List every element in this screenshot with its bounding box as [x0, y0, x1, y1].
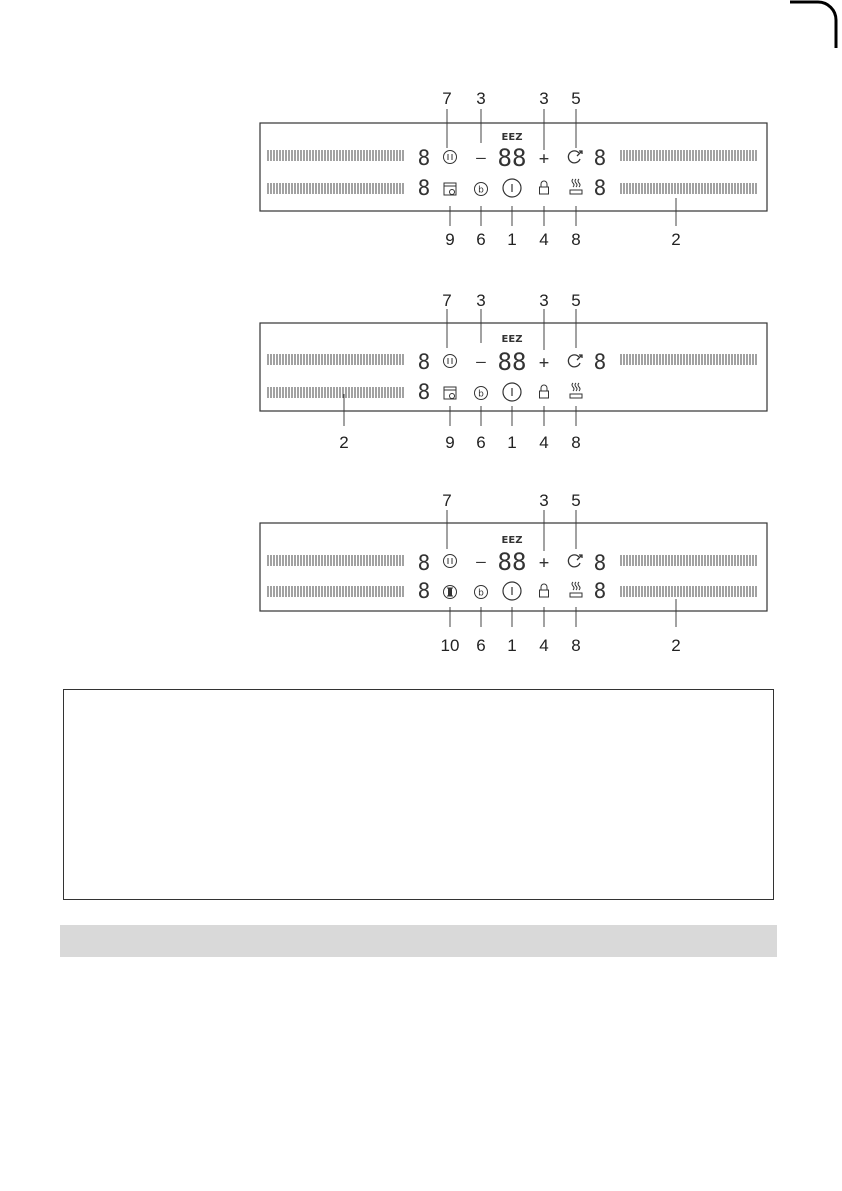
plus-button[interactable]: + — [538, 149, 550, 169]
callout-bottom-4: 4 — [539, 230, 549, 249]
callout-top-2: 3 — [539, 491, 549, 510]
keep-warm-icon[interactable] — [570, 179, 582, 194]
pause-icon[interactable] — [444, 151, 457, 164]
lock-icon[interactable] — [540, 584, 549, 597]
eez-label: EEZ — [501, 132, 523, 143]
callout-bottom-5: 8 — [571, 230, 581, 249]
zone-digit-left-top: 8 — [417, 350, 431, 374]
callout-top-3: 3 — [539, 291, 549, 310]
svg-text:b: b — [478, 185, 484, 196]
callout-bottom-4: 4 — [539, 636, 549, 655]
slider-left-top[interactable] — [268, 555, 403, 566]
callout-bottom-5: 4 — [539, 433, 549, 452]
zone-digit-right-top: 8 — [593, 146, 607, 170]
zone-digit-left-top: 8 — [417, 146, 431, 170]
keep-warm-icon[interactable] — [570, 582, 582, 597]
callout-bottom-1: 2 — [339, 433, 349, 452]
power-icon[interactable] — [503, 179, 521, 197]
slider-left-bottom[interactable] — [268, 586, 403, 597]
slider-left-top[interactable] — [268, 354, 403, 365]
callout-bottom-3: 1 — [507, 636, 517, 655]
callout-bottom-2: 9 — [445, 433, 455, 452]
bridge-icon[interactable] — [444, 586, 457, 599]
slider-left-bottom[interactable] — [268, 387, 403, 398]
zone-digit-right-top: 8 — [593, 350, 607, 374]
callout-top-3: 3 — [539, 89, 549, 108]
section-heading-band — [60, 925, 777, 957]
slider-left-bottom[interactable] — [268, 183, 403, 194]
zone-digit-left-top: 8 — [417, 551, 431, 575]
page-corner-mark — [0, 0, 842, 60]
slider-right-bottom[interactable] — [621, 586, 756, 597]
timer-icon[interactable] — [444, 183, 456, 195]
callout-top-4: 5 — [571, 89, 581, 108]
note-box — [63, 689, 774, 900]
boost-icon[interactable] — [475, 183, 488, 196]
minus-button[interactable]: – — [476, 552, 486, 571]
slider-left-top[interactable] — [268, 150, 403, 161]
timer-digits: 88 — [497, 348, 527, 376]
plus-button[interactable]: + — [538, 553, 550, 573]
zone-digit-right-top: 8 — [593, 551, 607, 575]
timer-digits: 88 — [497, 548, 527, 576]
zone-digit-right-bottom: 8 — [593, 176, 607, 200]
minus-button[interactable]: – — [476, 352, 486, 371]
slider-right-top[interactable] — [621, 354, 756, 365]
boost-icon[interactable] — [475, 387, 488, 400]
zone-digit-left-bottom: 8 — [417, 579, 431, 603]
zone-digit-left-bottom: 8 — [417, 176, 431, 200]
callout-top-4: 5 — [571, 291, 581, 310]
keep-warm-icon[interactable] — [570, 383, 582, 398]
lock-icon[interactable] — [540, 181, 549, 194]
zone-link-icon[interactable] — [568, 355, 582, 367]
power-icon[interactable] — [503, 383, 521, 401]
callout-bottom-3: 1 — [507, 230, 517, 249]
minus-button[interactable]: – — [476, 148, 486, 167]
plus-button[interactable]: + — [538, 353, 550, 373]
power-icon[interactable] — [503, 582, 521, 600]
slider-right-top[interactable] — [621, 150, 756, 161]
callout-bottom-1: 9 — [445, 230, 455, 249]
slider-right-bottom[interactable] — [621, 183, 756, 194]
callout-bottom-6: 8 — [571, 433, 581, 452]
zone-link-icon[interactable] — [568, 151, 582, 163]
control-panel-diagram-3 — [0, 485, 842, 685]
callout-top-2: 3 — [476, 89, 486, 108]
timer-digits: 88 — [497, 144, 527, 172]
svg-text:b: b — [478, 389, 484, 400]
pause-icon[interactable] — [444, 355, 457, 368]
pause-icon[interactable] — [444, 555, 457, 568]
callout-leaders — [447, 109, 676, 226]
callout-bottom-5: 8 — [571, 636, 581, 655]
callout-top-1: 7 — [442, 491, 452, 510]
eez-label: EEZ — [501, 334, 523, 345]
callout-top-2: 3 — [476, 291, 486, 310]
zone-digit-right-bottom: 8 — [593, 579, 607, 603]
control-panel-diagram-2 — [0, 280, 842, 480]
callout-bottom-1: 10 — [440, 636, 460, 655]
callout-bottom-4: 1 — [507, 433, 517, 452]
callout-top-1: 7 — [442, 291, 452, 310]
callout-bottom-6: 2 — [671, 636, 681, 655]
eez-label: EEZ — [501, 535, 523, 546]
timer-icon[interactable] — [444, 387, 456, 399]
callout-bottom-6: 2 — [671, 230, 681, 249]
callout-bottom-2: 6 — [476, 636, 486, 655]
callout-top-3: 5 — [571, 491, 581, 510]
zone-link-icon[interactable] — [568, 555, 582, 567]
lock-icon[interactable] — [540, 385, 549, 398]
callout-bottom-2: 6 — [476, 230, 486, 249]
zone-digit-left-bottom: 8 — [417, 380, 431, 404]
svg-text:b: b — [478, 588, 484, 599]
boost-icon[interactable] — [475, 586, 488, 599]
callout-top-1: 7 — [442, 89, 452, 108]
callout-bottom-3: 6 — [476, 433, 486, 452]
control-panel-diagram-1 — [0, 80, 842, 280]
slider-right-top[interactable] — [621, 555, 756, 566]
